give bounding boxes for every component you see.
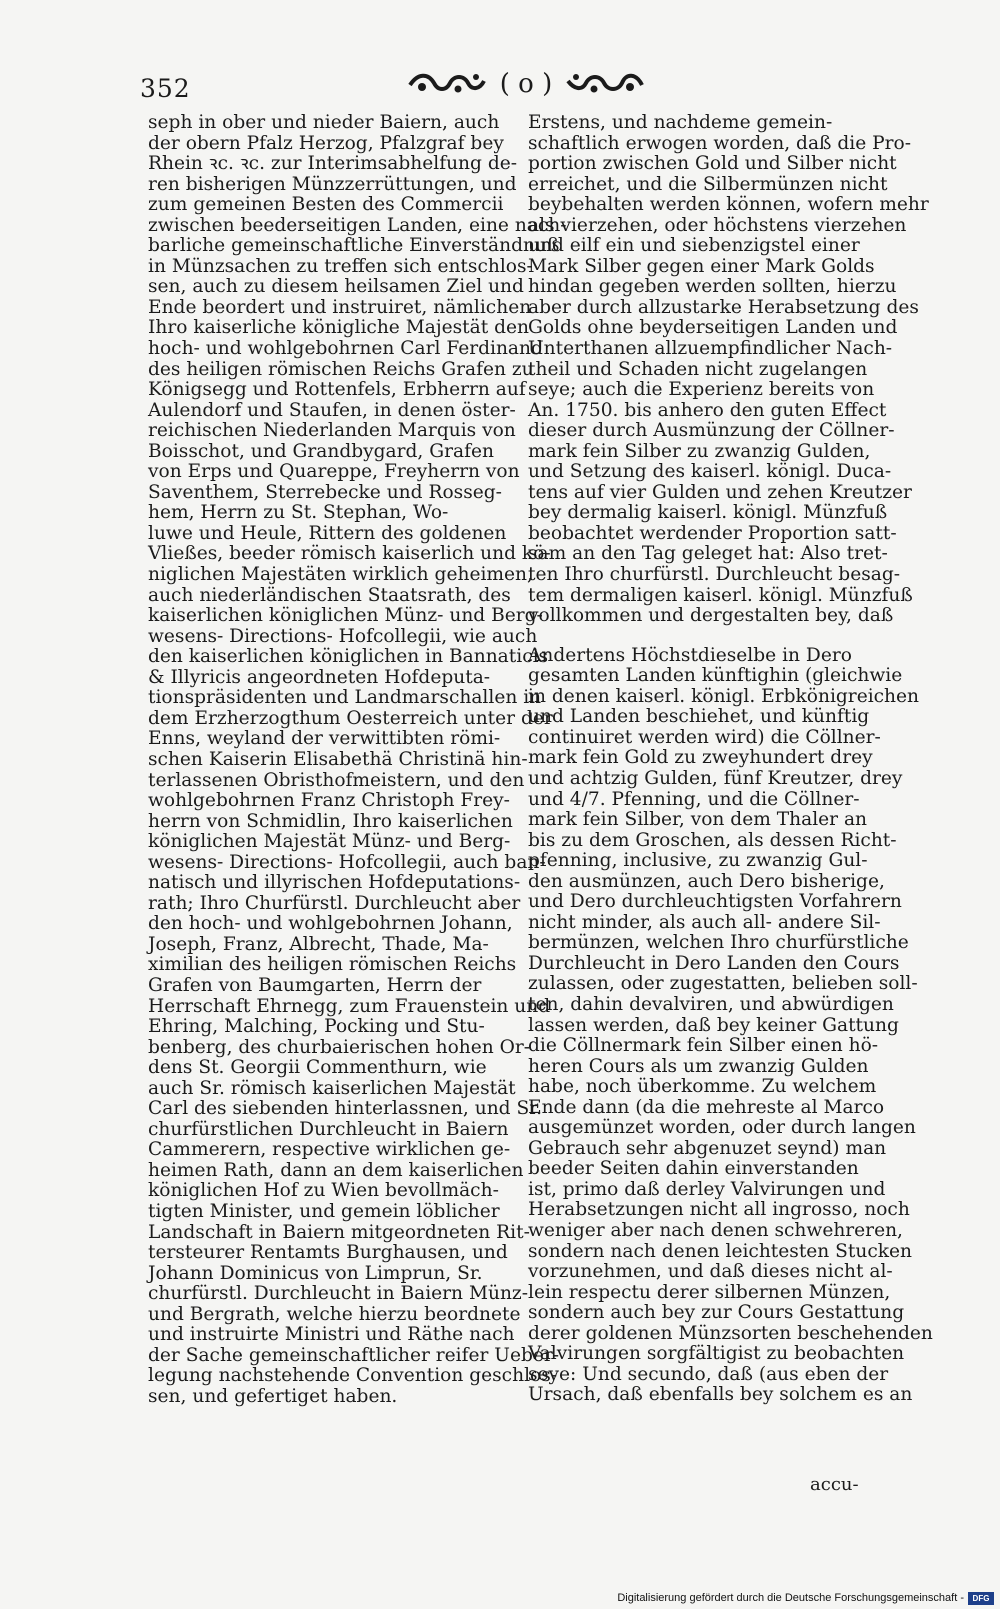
text-line: mark fein Silber zu zwanzig Gulden, bbox=[528, 440, 871, 462]
text-line: terlassenen Obristhofmeistern, und den bbox=[148, 769, 525, 791]
text-line: die Cöllnermark fein Silber einen hö- bbox=[528, 1035, 879, 1057]
text-line: von Erps und Quareppe, Freyherrn von bbox=[148, 461, 520, 483]
text-line: Vließes, beeder römisch kaiserlich und kö- bbox=[148, 543, 551, 565]
text-line: barliche gemeinschaftliche Einverständnuß bbox=[148, 235, 560, 257]
text-line: beybehalten werden können, wofern mehr bbox=[528, 194, 929, 216]
text-line: ten, dahin devalviren, und abwürdigen bbox=[528, 993, 894, 1015]
text-line: als vierzehen, oder höchstens vierzehen bbox=[528, 214, 907, 236]
text-line: gesamten Landen künftighin (gleichwie bbox=[528, 665, 903, 687]
text-line: heren Cours als um zwanzig Gulden bbox=[528, 1055, 869, 1077]
text-line: den hoch- und wohlgebohrnen Johann, bbox=[148, 913, 513, 935]
text-line: reichischen Niederlanden Marquis von bbox=[148, 420, 516, 442]
left-ornament-icon bbox=[408, 71, 486, 97]
text-line: beeder Seiten dahin einverstanden bbox=[528, 1158, 859, 1180]
text-line: bis zu dem Groschen, als dessen Richt- bbox=[528, 829, 897, 851]
text-line: Carl des siebenden hinterlassnen, und Sr. bbox=[148, 1098, 542, 1120]
paragraph-andertens bbox=[528, 644, 933, 1406]
text-line: der Sache gemeinschaftlicher reifer Ueber- bbox=[148, 1344, 560, 1366]
text-line: auch niederländischen Staatsrath, des bbox=[148, 584, 511, 606]
text-line: ist, primo daß derley Valvirungen und bbox=[528, 1178, 886, 1200]
text-line: in denen kaiserl. königl. Erbkönigreichen bbox=[528, 685, 920, 707]
text-line: niglichen Majestäten wirklich geheimen, bbox=[148, 564, 533, 586]
text-line: Johann Dominicus von Limprun, Sr. bbox=[148, 1262, 483, 1284]
text-line: luwe und Heule, Rittern des goldenen bbox=[148, 522, 507, 544]
text-line: wesens- Directions- Hofcollegii, auch ban- bbox=[148, 851, 546, 873]
text-line: continuiret werden wird) die Cöllner- bbox=[528, 726, 881, 748]
page-number: 352 bbox=[140, 74, 191, 103]
text-line: sam an den Tag geleget hat: Also tret- bbox=[528, 543, 888, 565]
catchword: accu- bbox=[810, 1474, 859, 1495]
text-line: tionspräsidenten und Landmarschallen in bbox=[148, 687, 542, 709]
digitization-footer bbox=[0, 1587, 1000, 1609]
text-line: Erstens, und nachdeme gemein- bbox=[528, 112, 833, 133]
text-line: portion zwischen Gold und Silber nicht bbox=[528, 153, 897, 175]
text-line: bey dermalig kaiserl. königl. Münzfuß bbox=[528, 502, 888, 524]
text-line: Ursach, daß ebenfalls bey solchem es an bbox=[528, 1384, 913, 1406]
left-column bbox=[148, 112, 567, 1407]
header-ornament bbox=[386, 64, 666, 104]
text-line: den kaiserlichen königlichen in Bannaticis bbox=[148, 646, 549, 668]
text-line: dens St. Georgii Commenthurn, wie bbox=[148, 1057, 487, 1079]
text-line: & Illyricis angeordneten Hofdeputa- bbox=[148, 666, 491, 688]
text-line: und Bergrath, welche hierzu beordnete bbox=[148, 1303, 521, 1325]
text-line: und eilf ein und siebenzigstel einer bbox=[528, 235, 860, 257]
text-line: hoch- und wohlgebohrnen Carl Ferdinand bbox=[148, 338, 543, 360]
text-line: natisch und illyrischen Hofdeputations- bbox=[148, 872, 521, 894]
text-line: aber durch allzustarke Herabsetzung des bbox=[528, 296, 919, 318]
text-line: Herrschaft Ehrnegg, zum Frauenstein und bbox=[148, 995, 551, 1017]
text-line: Enns, weyland der verwittibten römi- bbox=[148, 728, 501, 750]
text-line: beobachtet werdender Proportion satt- bbox=[528, 522, 897, 544]
text-line: ausgemünzet worden, oder durch langen bbox=[528, 1117, 916, 1139]
text-line: mark fein Silber, von dem Thaler an bbox=[528, 809, 868, 831]
text-line: pfenning, inclusive, zu zwanzig Gul- bbox=[528, 850, 868, 872]
text-line: Mark Silber gegen einer Mark Golds bbox=[528, 255, 875, 277]
dfg-logo: DFG bbox=[968, 1592, 994, 1605]
text-line: ximilian des heiligen römischen Reichs bbox=[148, 954, 517, 976]
text-line: Ende dann (da die mehreste al Marco bbox=[528, 1096, 885, 1118]
text-line: Boisschot, und Grandbygard, Grafen bbox=[148, 440, 494, 462]
header-mark: ( o ) bbox=[499, 69, 553, 99]
text-line: churfürstlichen Durchleucht in Baiern bbox=[148, 1118, 509, 1140]
text-line: herrn von Schmidlin, Ihro kaiserlichen bbox=[148, 810, 513, 832]
text-line: Valvirungen sorgfältigist zu beobachten bbox=[528, 1343, 905, 1365]
text-line: hindan gegeben werden sollten, hierzu bbox=[528, 276, 897, 298]
text-line: des heiligen römischen Reichs Grafen zu bbox=[148, 358, 534, 380]
text-line: vollkommen und dergestalten bey, daß bbox=[528, 605, 894, 627]
text-line: weniger aber nach denen schwehreren, bbox=[528, 1219, 903, 1241]
text-line: seph in ober und nieder Baiern, auch bbox=[148, 112, 500, 133]
text-line: Golds ohne beyderseitigen Landen und bbox=[528, 317, 898, 339]
text-line: lassen werden, daß bey keiner Gattung bbox=[528, 1014, 899, 1036]
text-line: Durchleucht in Dero Landen den Cours bbox=[528, 952, 900, 974]
text-line: An. 1750. bis anhero den guten Effect bbox=[528, 399, 887, 421]
text-line: tersteurer Rentamts Burghausen, und bbox=[148, 1242, 508, 1264]
text-line: und instruirte Ministri und Räthe nach bbox=[148, 1324, 515, 1346]
text-line: zwischen beederseitigen Landen, eine nach- bbox=[148, 214, 567, 236]
text-line: lein respectu derer silbernen Münzen, bbox=[528, 1281, 891, 1303]
text-line: benberg, des churbaierischen hohen Or- bbox=[148, 1036, 531, 1058]
text-line: sen, und gefertiget haben. bbox=[148, 1385, 398, 1407]
text-line: zulassen, oder zugestatten, belieben soll- bbox=[528, 973, 918, 995]
footer-credit: Digitalisierung gefördert durch die Deutsche Forschungsgemeinschaft - bbox=[617, 1592, 964, 1604]
text-line: sen, auch zu diesem heilsamen Ziel und bbox=[148, 276, 524, 298]
text-line: Aulendorf und Staufen, in denen öster- bbox=[148, 399, 516, 421]
text-line: churfürstl. Durchleucht in Baiern Münz- bbox=[148, 1283, 529, 1305]
text-line: nicht minder, als auch all- andere Sil- bbox=[528, 911, 881, 933]
text-line: königlichen Majestät Münz- und Berg- bbox=[148, 831, 511, 853]
text-line: Gebrauch sehr abgenuzet seynd) man bbox=[528, 1137, 887, 1159]
text-line: und 4/7. Pfenning, und die Cöllner- bbox=[528, 788, 860, 810]
text-line: und Landen beschiehet, und künftig bbox=[528, 706, 870, 728]
text-line: legung nachstehende Convention geschlos- bbox=[148, 1365, 558, 1387]
text-line: auch Sr. römisch kaiserlichen Majestät bbox=[148, 1077, 516, 1099]
text-line: kaiserlichen königlichen Münz- und Berg- bbox=[148, 605, 543, 627]
text-line: schen Kaiserin Elisabethä Christinä hin- bbox=[148, 748, 528, 770]
text-line: rath; Ihro Churfürstl. Durchleucht aber bbox=[148, 892, 521, 914]
text-line: Unterthanen allzuempfindlicher Nach- bbox=[528, 338, 893, 360]
text-line: dem Erzherzogthum Oesterreich unter der bbox=[148, 707, 553, 729]
text-line: Ende beordert und instruiret, nämlichen bbox=[148, 296, 532, 318]
text-line: Saventhem, Sterrebecke und Rosseg- bbox=[148, 481, 502, 503]
text-line: Grafen von Baumgarten, Herrn der bbox=[148, 974, 482, 996]
text-line: und achtzig Gulden, fünf Kreutzer, drey bbox=[528, 767, 903, 789]
text-line: tem dermaligen kaiserl. königl. Münzfuß bbox=[528, 584, 913, 606]
text-line: seye: Und secundo, daß (aus eben der bbox=[528, 1363, 889, 1385]
text-line: ten Ihro churfürstl. Durchleucht besag- bbox=[528, 564, 901, 586]
text-line: Herabsetzungen nicht all ingrosso, noch bbox=[528, 1199, 910, 1221]
text-line: seye; auch die Experienz bereits von bbox=[528, 379, 875, 401]
text-line: mark fein Gold zu zweyhundert drey bbox=[528, 747, 873, 769]
text-line: in Münzsachen zu treffen sich entschlos- bbox=[148, 255, 533, 277]
text-line: heimen Rath, dann an dem kaiserlichen bbox=[148, 1159, 524, 1181]
paragraph-erstens bbox=[528, 112, 929, 627]
text-line: hem, Herrn zu St. Stephan, Wo- bbox=[148, 502, 449, 524]
text-line: den ausmünzen, auch Dero bisherige, bbox=[528, 870, 885, 892]
right-ornament-icon bbox=[566, 71, 644, 97]
text-line: schaftlich erwogen worden, daß die Pro- bbox=[528, 132, 912, 154]
text-line: Joseph, Franz, Albrecht, Thade, Ma- bbox=[148, 933, 489, 955]
text-line: erreichet, und die Silbermünzen nicht bbox=[528, 173, 888, 195]
right-column bbox=[528, 112, 933, 1406]
text-line: und Dero durchleuchtigsten Vorfahrern bbox=[528, 891, 902, 913]
text-line: zum gemeinen Besten des Commercii bbox=[148, 194, 504, 216]
text-line: bermünzen, welchen Ihro churfürstliche bbox=[528, 932, 909, 954]
text-line: vorzunehmen, und daß dieses nicht al- bbox=[528, 1261, 893, 1283]
text-line: der obern Pfalz Herzog, Pfalzgraf bey bbox=[148, 132, 504, 154]
text-line: tigten Minister, und gemein löblicher bbox=[148, 1200, 500, 1222]
text-line: Cammerern, respective wirklichen ge- bbox=[148, 1139, 511, 1161]
text-line: habe, noch überkomme. Zu welchem bbox=[528, 1076, 877, 1098]
text-line: Landschaft in Baiern mitgeordneten Rit- bbox=[148, 1221, 530, 1243]
text-line: ren bisherigen Münzzerrüttungen, und bbox=[148, 173, 517, 195]
text-line: theil und Schaden nicht zugelangen bbox=[528, 358, 868, 380]
text-line: und Setzung des kaiserl. königl. Duca- bbox=[528, 461, 892, 483]
text-line: Ihro kaiserliche königliche Majestät den bbox=[148, 317, 529, 339]
text-line: Königsegg und Rottenfels, Erbherrn auf bbox=[148, 379, 526, 401]
text-line: königlichen Hof zu Wien bevollmäch- bbox=[148, 1180, 499, 1202]
text-line: sondern auch bey zur Cours Gestattung bbox=[528, 1302, 905, 1324]
text-line: wesens- Directions- Hofcollegii, wie auch bbox=[148, 625, 538, 647]
text-line: Rhein ꝛc. ꝛc. zur Interimsabhelfung de- bbox=[148, 153, 518, 175]
text-line: dieser durch Ausmünzung der Cöllner- bbox=[528, 420, 895, 442]
text-line: wohlgebohrnen Franz Christoph Frey- bbox=[148, 790, 510, 812]
text-line: Andertens Höchstdieselbe in Dero bbox=[528, 644, 852, 666]
text-line: tens auf vier Gulden und zehen Kreutzer bbox=[528, 481, 912, 503]
text-line: derer goldenen Münzsorten beschehenden bbox=[528, 1322, 933, 1344]
text-line: Ehring, Malching, Pocking und Stu- bbox=[148, 1016, 485, 1038]
text-line: sondern nach denen leichtesten Stucken bbox=[528, 1240, 913, 1262]
